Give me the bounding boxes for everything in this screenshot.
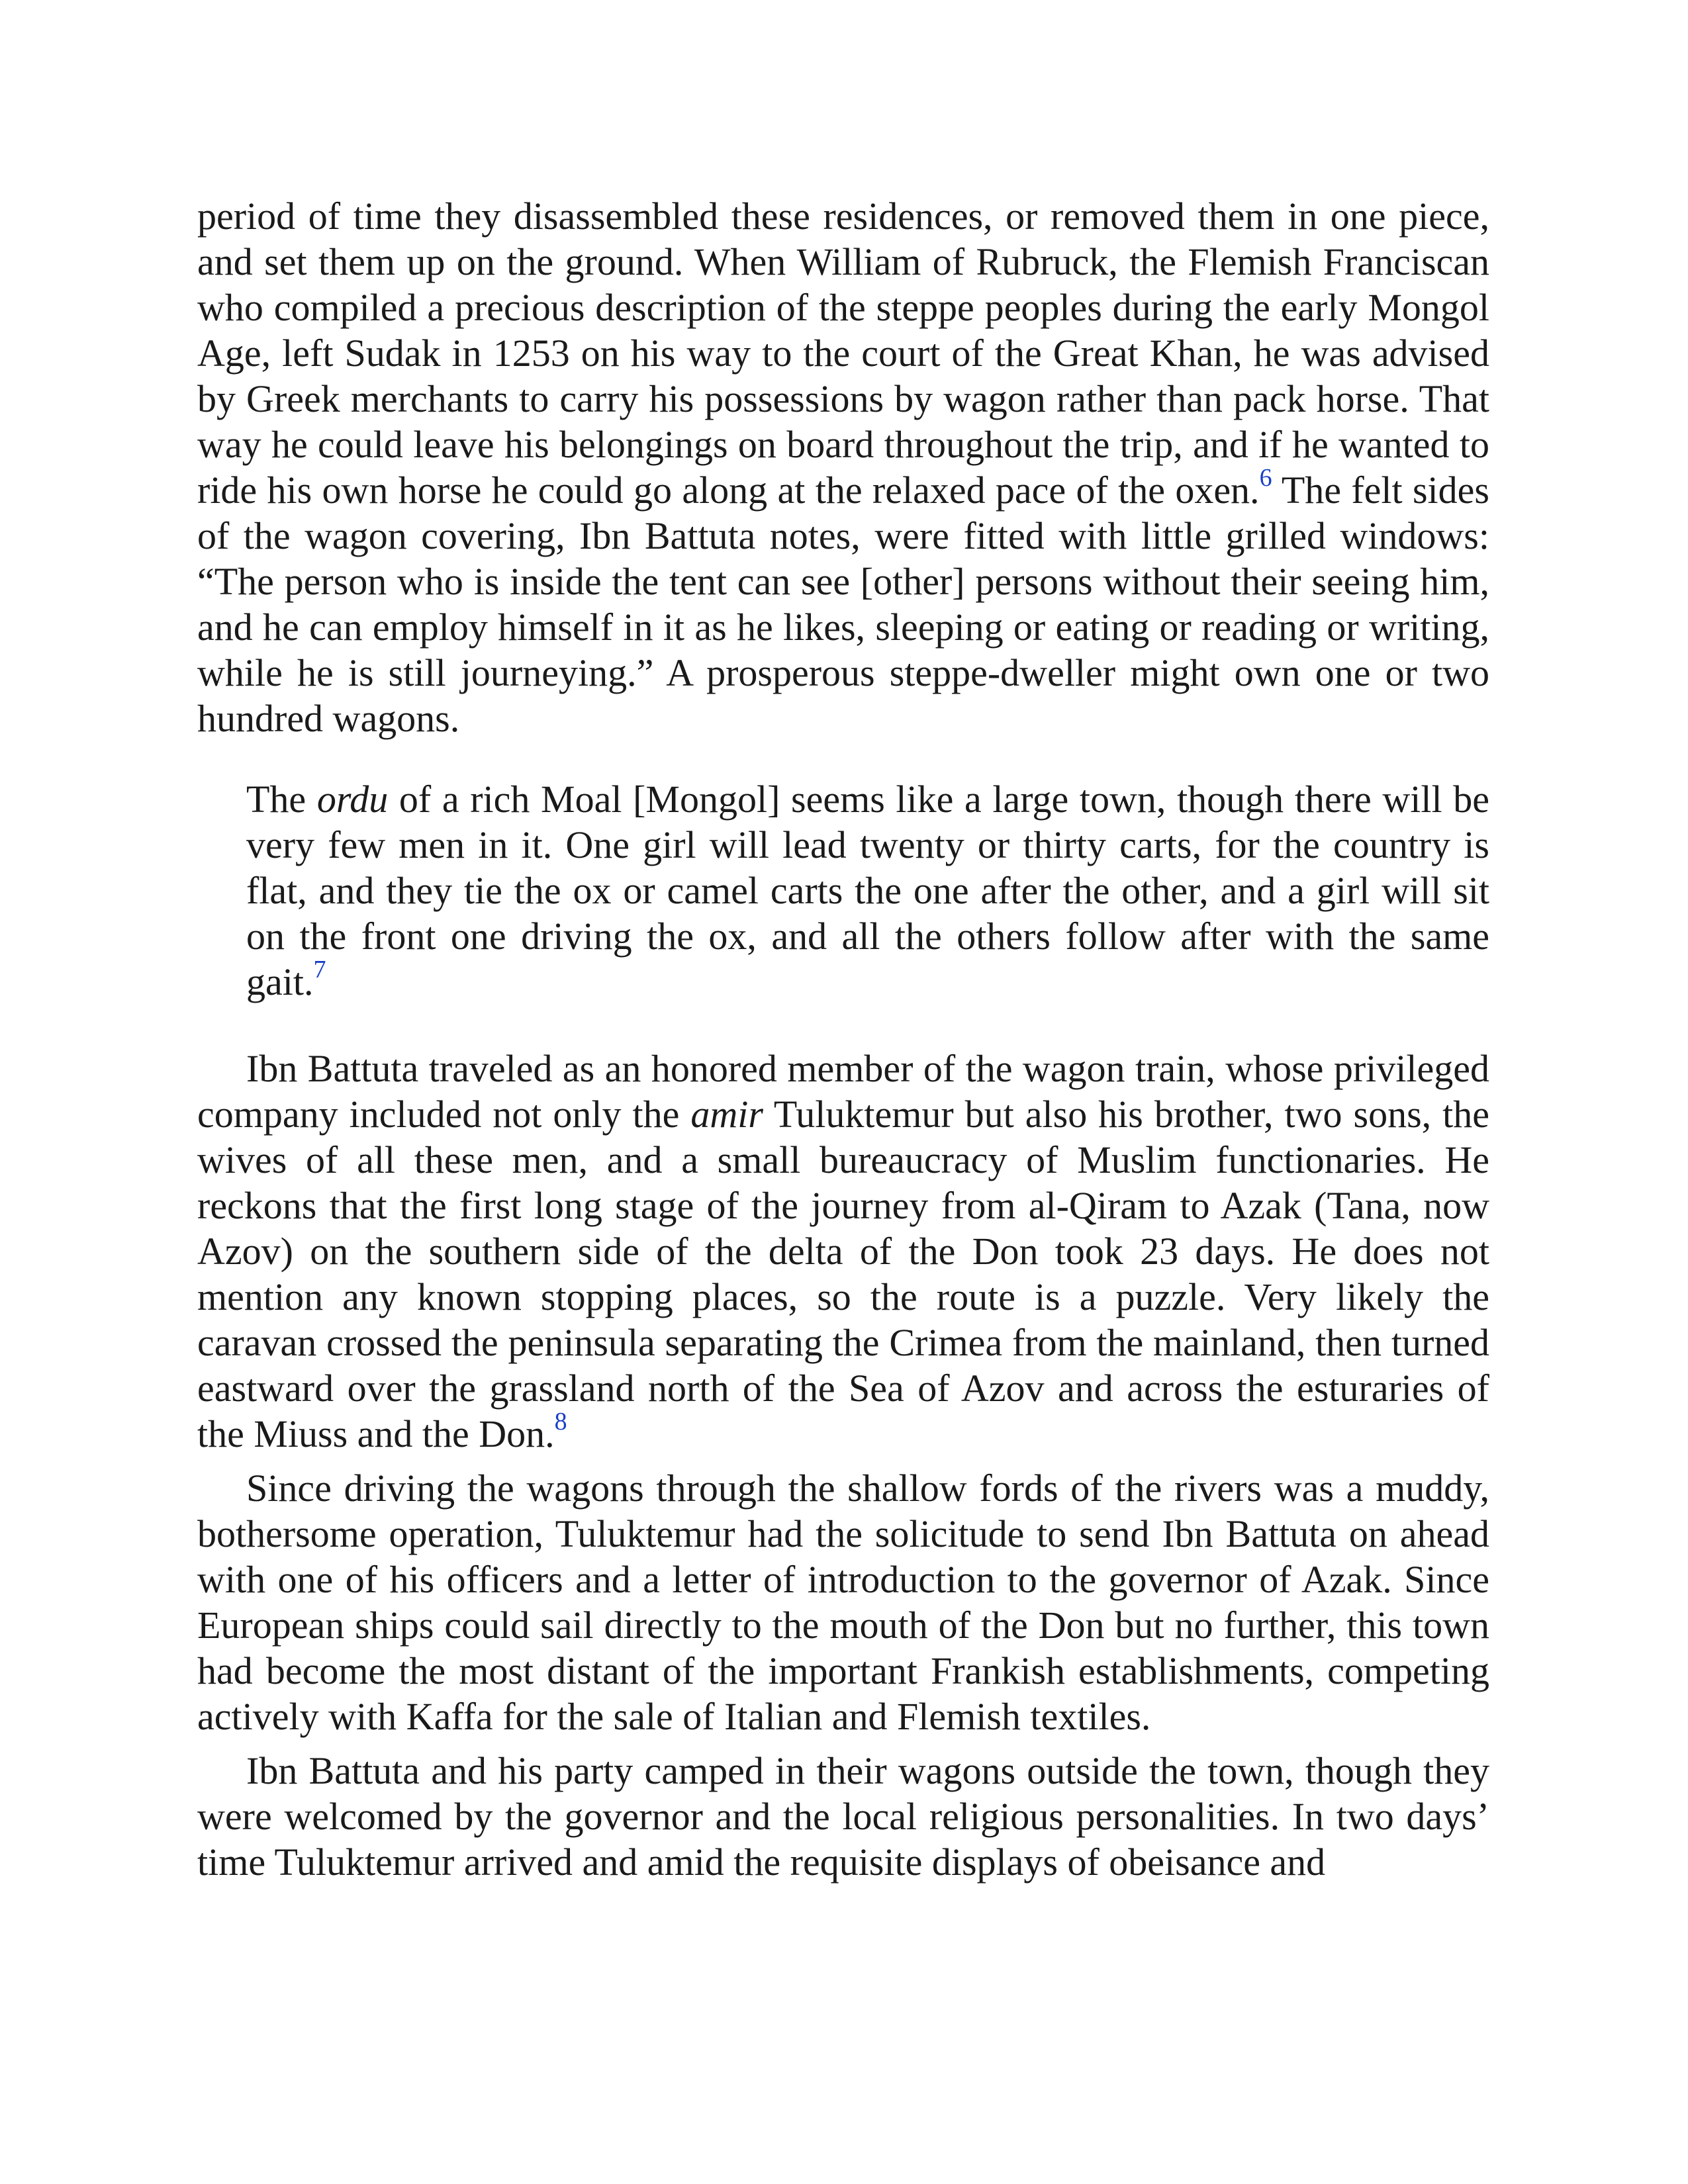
body-paragraph: Since driving the wagons through the shallow fords of the rivers was a muddy, bothersome operation, Tuluktemur had the solicitude to send Ibn Battuta on ahead with one of his officers and a letter of introduction to the governor of Azak. Since European ships could sail directly to the mouth of the Don but no further, this town had become the most distant of the important Frankish establishments, competing actively with Kaffa for the sale of Italian and Flemish textiles. bbox=[197, 1467, 1489, 1738]
italic-term: amir bbox=[690, 1093, 763, 1136]
footnote-ref-7[interactable]: 7 bbox=[313, 956, 326, 983]
paragraph-text: The felt sides of the wagon covering, Ibn Battuta notes, were fitted with little grilled windows: “The person who is inside the tent can see [other] persons without their seeing him, and he can employ himself in it as he likes, sleeping or eating or reading or writing, while he is still journeying.” A prosperous steppe-dweller might own one or two hundred wagons. bbox=[197, 469, 1489, 740]
body-paragraph bbox=[197, 193, 1489, 741]
paragraph-text: Tuluktemur but also his brother, two sons, the wives of all these men, and a small bureaucracy of Muslim functionaries. He reckons that the first long stage of the journey from al-Qiram to Azak (Tana, now Azov) on the southern side of the delta of the Don took 23 days. He does not mention any known stopping places, so the route is a puzzle. Very likely the caravan crossed the peninsula separating the Crimea from the mainland, then turned eastward over the grassland north of the Sea of Azov and across the esturaries of the Miuss and the Don. bbox=[197, 1093, 1489, 1455]
footnote-ref-8[interactable]: 8 bbox=[554, 1408, 567, 1435]
body-paragraph: Ibn Battuta and his party camped in their wagons outside the town, though they were welcomed by the governor and the local religious personalities. In two days’ time Tuluktemur arrived and amid the requisite displays of obeisance and bbox=[197, 1749, 1489, 1884]
quote-text: of a rich Moal [Mongol] seems like a large town, though there will be very few men in it. One girl will lead twenty or thirty carts, for the country is flat, and they tie the ox or camel carts the one after the other, and a girl will sit on the front one driving the ox, and all the others follow after with the same gait. bbox=[246, 778, 1489, 1003]
document-page bbox=[197, 193, 1489, 1885]
body-paragraph bbox=[197, 1046, 1489, 1457]
block-quote bbox=[246, 776, 1489, 1005]
quote-text: The bbox=[246, 778, 317, 821]
italic-term: ordu bbox=[316, 778, 389, 821]
footnote-ref-6[interactable]: 6 bbox=[1259, 464, 1272, 492]
paragraph-text: Ibn Battuta traveled as an honored member of the wagon train, whose privileged company included not only the bbox=[197, 1047, 1489, 1136]
paragraph-text: period of time they disassembled these residences, or removed them in one piece, and set them up on the ground. When William of Rubruck, the Flemish Franciscan who compiled a precious description of the steppe peoples during the early Mongol Age, left Sudak in 1253 on his way to the court of the Great Khan, he was advised by Greek merchants to carry his possessions by wagon rather than pack horse. That way he could leave his belongings on board throughout the trip, and if he wanted to ride his own horse he could go along at the relaxed pace of the oxen. bbox=[197, 195, 1489, 512]
